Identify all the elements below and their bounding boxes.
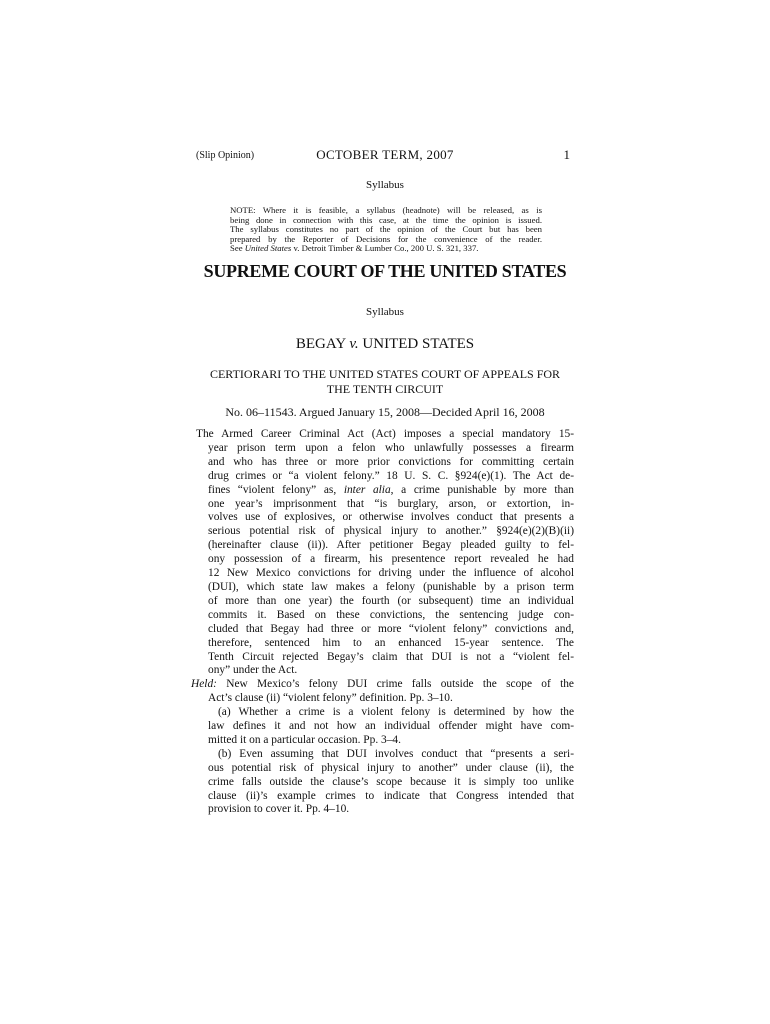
body-line: one year’s imprisonment that “is burglary, arson, or extortion, in- <box>208 497 574 510</box>
slip-opinion-label: (Slip Opinion) <box>196 150 255 161</box>
headnote-note <box>230 206 542 254</box>
page-number: 1 <box>563 147 570 162</box>
held-line: (b) Even assuming that DUI involves conduct that “presents a seri- <box>218 747 574 760</box>
body-line: fines “violent felony” as, inter alia, a crime punishable by more than <box>208 483 574 496</box>
body-line: volves use of explosives, or otherwise involves conduct that presents a <box>208 511 574 524</box>
body-line: The Armed Career Criminal Act (Act) imposes a special mandatory 15- <box>196 428 574 440</box>
body-line: of more than one year) the fourth (or subsequent) time an individual <box>208 594 574 607</box>
body-line: commits it. Based on these convictions, the sentencing judge con- <box>208 608 574 621</box>
note-line: The syllabus constitutes no part of the opinion of the Court but has been <box>230 224 542 235</box>
versus-label: v. <box>349 336 359 352</box>
body-line: year prison term upon a felon who unlawfully possesses a firearm <box>208 441 574 454</box>
body-line: ony possession of a firearm, his presentence report revealed he had <box>208 553 574 566</box>
body-line: therefore, sentenced him to an enhanced 15-year sentence. The <box>208 636 574 649</box>
certiorari-line: CERTIORARI TO THE UNITED STATES COURT OF APPEALS FOR <box>209 367 561 381</box>
held-line: mitted it on a particular occasion. Pp. 3–4. <box>208 733 401 746</box>
held-line: (a) Whether a crime is a violent felony is determined by how the <box>218 706 574 719</box>
note-line: prepared by the Reporter of Decisions for the convenience of the reader. <box>230 233 542 244</box>
body-line: (hereinafter clause (ii)). After petitioner Begay pleaded guilty to fel- <box>208 539 574 552</box>
respondent-name: UNITED STATES <box>362 336 475 352</box>
body-line: serious potential risk of physical injury to another.” §924(e)(2)(B)(ii) <box>208 525 574 538</box>
petitioner-name: BEGAY <box>295 336 346 352</box>
held-line: Held: New Mexico’s felony DUI crime falls outside the scope of the <box>191 678 574 691</box>
certiorari-line: THE TENTH CIRCUIT <box>326 382 444 396</box>
body-line: (DUI), which state law makes a felony (punishable by a prison term <box>208 580 574 593</box>
case-title <box>196 336 574 353</box>
body-line: cluded that Begay had three or more “violent felony” convictions and, <box>208 622 574 635</box>
syllabus-heading: Syllabus <box>366 179 404 191</box>
page-header <box>196 147 574 165</box>
body-line: Tenth Circuit rejected Begay’s claim that DUI is not a “violent fel- <box>208 650 574 663</box>
note-line: being done in connection with this case, at the time the opinion is issued. <box>230 214 542 225</box>
term-heading: OCTOBER TERM, 2007 <box>316 147 454 162</box>
note-line: NOTE: Where it is feasible, a syllabus (headnote) will be released, as is <box>230 205 542 215</box>
held-line: crime falls outside the clause’s scope because it is simply too unlike <box>208 775 574 788</box>
syllabus-heading-2: Syllabus <box>366 306 404 318</box>
body-line: drug crimes or “a violent felony.” 18 U. S. C. §924(e)(1). The Act de- <box>208 469 574 482</box>
syllabus-body <box>191 428 574 817</box>
court-name: SUPREME COURT OF THE UNITED STATES <box>203 261 567 281</box>
held-line: ous potential risk of physical injury to another” under clause (ii), the <box>208 761 574 774</box>
held-line: clause (ii)’s example crimes to indicate that Congress intended that <box>208 789 574 802</box>
held-line: Act’s clause (ii) “violent felony” definition. Pp. 3–10. <box>208 692 453 705</box>
body-line: ony” under the Act. <box>208 664 298 677</box>
note-line: See United States v. Detroit Timber & Lumber Co., 200 U. S. 321, 337. <box>230 243 479 254</box>
held-line: law defines it and not how an individual offender might have com- <box>208 720 574 733</box>
body-line: and who has three or more prior convictions for committing certain <box>208 455 574 468</box>
held-line: provision to cover it. Pp. 4–10. <box>208 803 350 816</box>
certiorari-heading <box>196 367 574 397</box>
body-line: 12 New Mexico convictions for driving under the influence of alcohol <box>208 567 574 580</box>
docket-line: No. 06–11543. Argued January 15, 2008—Decided April 16, 2008 <box>225 405 545 419</box>
